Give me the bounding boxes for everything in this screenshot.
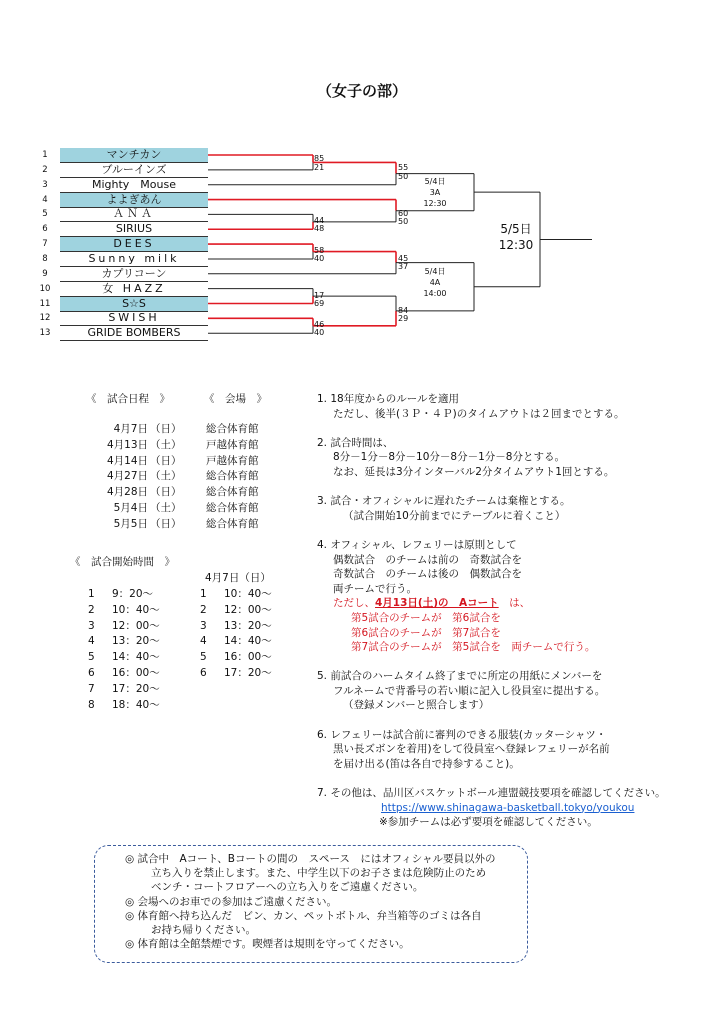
team-name: カプリコーン <box>60 267 208 282</box>
special-start-number: 4 <box>200 635 207 648</box>
rule-line: 1. 18年度からのルールを適用 <box>317 393 460 405</box>
game-score: 29 <box>398 314 409 323</box>
special-start-number: 1 <box>200 588 207 600</box>
team-seed: 3 <box>42 179 48 190</box>
rule-7-note: ※参加チームは必ず要項を確認してください。 <box>379 816 598 829</box>
team-name: DEES <box>60 237 208 252</box>
team-seed: 7 <box>42 239 48 250</box>
start-time: 13：20～ <box>112 635 160 648</box>
start-number: 6 <box>88 667 95 679</box>
team-seed: 13 <box>39 328 51 339</box>
team-seed: 5 <box>42 209 48 220</box>
game-score: 45 <box>398 254 409 263</box>
exception-line: 第5試合のチームが 第6試合を <box>351 611 501 624</box>
venue-header: 《 会場 》 <box>204 393 267 405</box>
final-time: 12:30 <box>498 238 534 252</box>
rule-line: （試合開始10分前までにテーブルに着くこと） <box>343 509 566 522</box>
start-time: 10：40～ <box>112 603 160 616</box>
team-seed: 4 <box>42 194 48 205</box>
schedule-date: 4月7日 <box>113 423 148 435</box>
final-date: 5/5日 <box>500 222 532 236</box>
special-start-number: 2 <box>200 603 207 616</box>
team-name: Sunny milk <box>60 252 208 267</box>
schedule-date: 4月14日 <box>106 454 148 467</box>
schedule-day: （日） <box>150 486 182 499</box>
start-time: 12：00～ <box>112 619 160 632</box>
special-start-time: 14：40～ <box>224 635 272 648</box>
team-name: S☆S <box>60 297 208 312</box>
schedule-day: （土） <box>150 438 182 451</box>
semifinal-a-date: 5/4日 <box>424 177 446 186</box>
special-start-time: 16：00～ <box>224 651 272 664</box>
game-score: 37 <box>398 262 409 271</box>
game-score: 50 <box>398 172 409 181</box>
team-name: ブルーインズ <box>60 163 208 178</box>
schedule-date: 4月27日 <box>106 470 148 483</box>
rule-line: 奇数試合 のチームは後の 偶数試合を <box>333 568 522 581</box>
rule-line: 黒い長ズボンを着用)をして役員室へ登録レフェリーが名前 <box>333 743 610 756</box>
note-line: 立ち入りを禁止します。また、中学生以下のお子さまは危険防止のため <box>151 867 487 880</box>
rule-1 <box>317 392 717 421</box>
rule-line: 8分－1分－8分－10分－8分－1分－8分とする。 <box>333 451 565 464</box>
rule-line: を届け出る(笛は各自で持参すること)。 <box>333 757 520 770</box>
schedule-venue: 総合体育館 <box>206 502 259 514</box>
rule-line: フルネームで背番号の若い順に記入し役員室に提出する。 <box>333 684 606 697</box>
team-seed: 8 <box>42 253 48 264</box>
game-score: 84 <box>398 306 409 315</box>
start-number: 4 <box>88 635 95 648</box>
start-time: 9：20～ <box>112 588 154 600</box>
exception-line: 第6試合のチームが 第7試合を <box>351 626 501 639</box>
rule-line: 2. 試合時間は、 <box>317 436 394 449</box>
special-start-time: 10：40～ <box>224 588 272 600</box>
team-seed: 9 <box>42 268 48 279</box>
rule-line: ただし、後半(３Ｐ・４Ｐ)のタイムアウトは２回までとする。 <box>333 407 625 420</box>
game-score: 17 <box>314 291 325 300</box>
semifinal-b-date: 5/4日 <box>424 267 446 276</box>
rule-3 <box>317 494 717 523</box>
schedule-date: 4月13日 <box>106 438 148 451</box>
special-start-number: 5 <box>200 651 207 664</box>
rule-line: なお、延長は3分インターバル2分タイムアウト1回とする。 <box>333 465 615 478</box>
note-line: お持ち帰りください。 <box>151 924 256 937</box>
game-score: 55 <box>398 163 409 172</box>
schedule-day: （土） <box>150 470 182 483</box>
semifinal-b-info <box>410 266 460 299</box>
rule-line: 両チームで行う。 <box>333 582 417 595</box>
note-line: ◎ 体育館へ持ち込んだ ビン、カン、ペットボトル、弁当箱等のゴミは各自 <box>125 909 482 922</box>
schedule-day: （日） <box>150 423 182 435</box>
schedule-day: （日） <box>150 517 182 530</box>
page-title: （女子の部） <box>316 82 407 100</box>
rule-line: 4. オフィシャル、レフェリーは原則として <box>317 538 517 551</box>
schedule-date: 5月5日 <box>113 517 148 530</box>
special-start-time: 17：20～ <box>224 667 272 679</box>
start-number: 2 <box>88 603 95 616</box>
rule-line: （登録メンバーと照合します） <box>343 699 490 712</box>
start-time-special-header: 4月7日（日） <box>205 572 271 584</box>
schedule-venue: 戸越体育館 <box>206 438 259 451</box>
schedule-venue: 総合体育館 <box>206 486 259 499</box>
rule-4-exception <box>317 596 717 611</box>
schedule-header: 《 試合日程 》 <box>86 393 170 405</box>
exception-emphasis: 4月13日(土)の Aコート <box>375 597 499 610</box>
team-name: ＡＮＡ <box>60 207 208 222</box>
team-name: SIRIUS <box>60 222 208 237</box>
special-start-time: 12：00～ <box>224 603 272 616</box>
rule-line: 5. 前試合のハームタイム終了までに所定の用紙にメンバーを <box>317 670 603 683</box>
special-start-number: 6 <box>200 667 207 679</box>
exception-line: 第7試合のチームが 第5試合を 両チームで行う。 <box>351 641 596 654</box>
schedule-venue: 総合体育館 <box>206 517 259 530</box>
game-score: 40 <box>314 328 325 337</box>
team-seed: 12 <box>39 313 51 324</box>
team-seed: 1 <box>42 150 48 160</box>
schedule-venue: 総合体育館 <box>206 423 259 435</box>
note-line: ベンチ・コートフロアーへの立ち入りをご遠慮ください。 <box>151 881 424 894</box>
note-line: ◎ 体育館は全館禁煙です。喫煙者は規則を守ってください。 <box>125 938 410 951</box>
team-name: SWISH <box>60 311 208 326</box>
note-1 <box>125 852 517 895</box>
rule-7 <box>317 786 717 830</box>
game-score: 44 <box>314 216 325 225</box>
game-score: 50 <box>398 217 409 226</box>
rules-list <box>317 392 717 844</box>
notes-box <box>94 845 528 963</box>
team-name: 女 HAZZ <box>60 282 208 297</box>
team-name: マンチカン <box>60 148 208 163</box>
rule-6 <box>317 728 717 772</box>
start-time: 14：40～ <box>112 651 160 664</box>
special-start-number: 3 <box>200 619 207 632</box>
semifinal-a-time: 12:30 <box>423 199 447 208</box>
tournament-bracket <box>0 0 724 360</box>
start-time: 16：00～ <box>112 667 160 679</box>
start-time: 18：40～ <box>112 698 160 711</box>
team-name: Mighty Mouse <box>60 178 208 193</box>
start-time-header: 《 試合開始時間 》 <box>70 556 175 568</box>
start-number: 8 <box>88 698 95 711</box>
team-seed: 6 <box>42 224 48 235</box>
guidelines-link[interactable]: https://www.shinagawa-basketball.tokyo/youkou <box>381 801 635 814</box>
semifinal-b-time: 14:00 <box>423 289 447 298</box>
team-seed: 10 <box>39 283 51 294</box>
game-score: 58 <box>314 246 325 255</box>
team-name: GRIDE BOMBERS <box>60 326 208 341</box>
schedule-day: （日） <box>150 454 182 467</box>
rule-5 <box>317 669 717 713</box>
exception-prefix: ただし、 <box>333 597 375 610</box>
start-number: 1 <box>88 588 95 600</box>
start-time: 17：20～ <box>112 682 160 695</box>
schedule-date: 4月28日 <box>106 486 148 499</box>
start-number: 7 <box>88 682 95 695</box>
team-seed: 11 <box>39 298 51 309</box>
schedule-venue: 総合体育館 <box>206 470 259 483</box>
rule-2 <box>317 436 717 480</box>
game-score: 21 <box>314 163 325 172</box>
semifinal-a-info <box>410 176 460 209</box>
note-4 <box>125 937 517 951</box>
schedule-venue: 戸越体育館 <box>206 454 259 467</box>
schedule-day: （土） <box>150 502 182 514</box>
semifinal-b-court: 4A <box>429 278 441 287</box>
game-score: 46 <box>314 320 325 329</box>
rule-line: 6. レフェリーは試合前に審判のできる服装(カッターシャツ・ <box>317 728 607 741</box>
note-3 <box>125 909 517 937</box>
game-score: 40 <box>314 254 325 263</box>
note-2 <box>125 895 517 909</box>
note-line: ◎ 試合中 Aコート、Bコートの間の スペース にはオフィシャル要員以外の <box>125 853 496 865</box>
rule-line: 偶数試合 のチームは前の 奇数試合を <box>333 553 522 566</box>
start-number: 3 <box>88 619 95 632</box>
rule-4 <box>317 538 717 655</box>
special-start-time: 13：20～ <box>224 619 272 632</box>
team-name: よよぎあん <box>60 193 208 208</box>
team-seed: 2 <box>42 164 48 175</box>
rule-line: 3. 試合・オフィシャルに遅れたチームは棄権とする。 <box>317 495 571 508</box>
start-number: 5 <box>88 651 95 664</box>
exception-suffix: は、 <box>498 597 531 610</box>
final-info <box>486 221 546 253</box>
game-score: 69 <box>314 299 325 308</box>
game-score: 60 <box>398 209 409 218</box>
note-line: ◎ 会場へのお車での参加はご遠慮ください。 <box>125 895 337 908</box>
rule-line: 7. その他は、品川区バスケットボール連盟競技要項を確認してください。 <box>317 787 666 800</box>
game-score: 48 <box>314 224 325 233</box>
game-score: 85 <box>314 154 325 163</box>
schedule-date: 5月4日 <box>113 502 148 514</box>
semifinal-a-court: 3A <box>429 188 441 197</box>
